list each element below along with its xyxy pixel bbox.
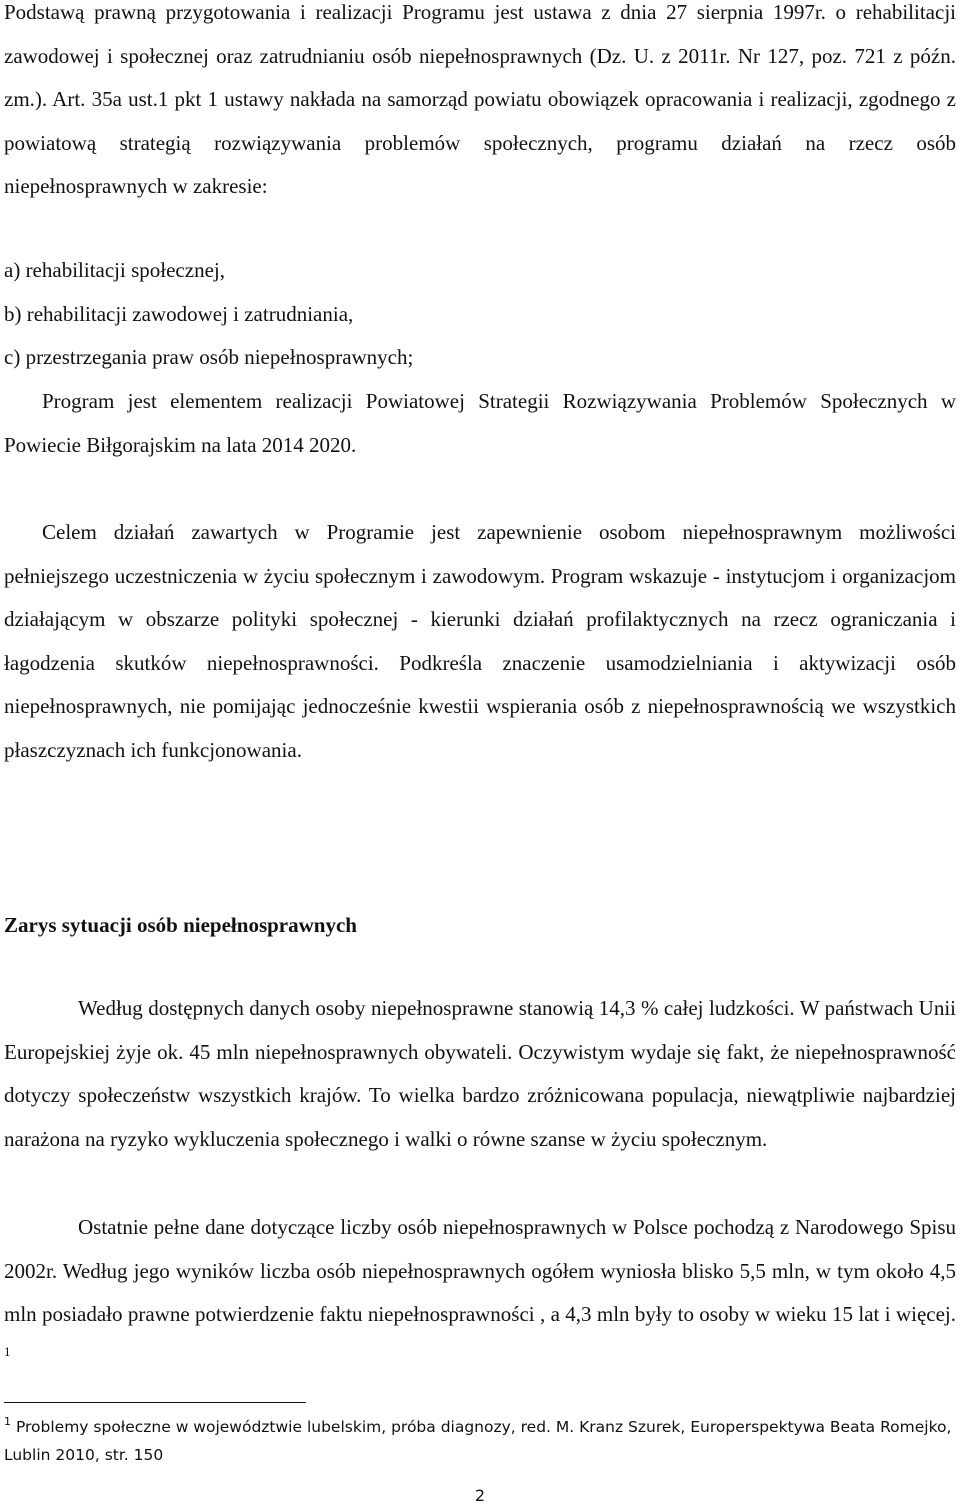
footnote-reference[interactable]: 1: [4, 1343, 11, 1359]
list-item: c) przestrzegania praw osób niepełnosprawnych;: [4, 345, 414, 369]
list-item: a) rehabilitacji społecznej,: [4, 258, 225, 282]
census-paragraph: [4, 1206, 956, 1380]
census-paragraph-text: Ostatnie pełne dane dotyczące liczby osób niepełnosprawnych w Polsce pochodzą z Narodowego Spisu 2002r. Według jego wyników liczba osób niepełnosprawnych ogółem wyniosła blisko 5,5 mln, w tym około 4,5 mln posiadało prawne potwierdzenie faktu niepełnosprawności , a 4,3 mln były to osoby w wieku 15 lat i więcej.: [4, 1215, 956, 1327]
footnote-separator: [4, 1402, 306, 1403]
situation-paragraph: Według dostępnych danych osoby niepełnosprawne stanowią 14,3 % całej ludzkości. W państwach Unii Europejskiej żyje ok. 45 mln niepełnosprawnych obywateli. Oczywistym wydaje się fakt, że niepełnosprawność dotyczy społeczeństw wszystkich krajów. To wielka bardzo zróżnicowana populacja, niewątpliwie najbardziej narażona na ryzyko wykluczenia społecznego i walki o równe szanse w życiu społecznym.: [4, 996, 956, 1151]
intro-paragraph: Podstawą prawną przygotowania i realizacji Programu jest ustawa z dnia 27 sierpnia 1997r. o rehabilitacji zawodowej i społecznej oraz zatrudnianiu osób niepełnosprawnych (Dz. U. z 2011r. Nr 127, poz. 721 z późn. zm.). Art. 35a ust.1 pkt 1 ustawy nakłada na samorząd powiatu obowiązek opracowania i realizacji, zgodnego z powiatową strategią rozwiązywania problemów społecznych, programu działań na rzecz osób niepełnosprawnych w zakresie:: [4, 0, 956, 199]
footnote-text: Problemy społeczne w województwie lubelskim, próba diagnozy, red. M. Kranz Szurek, Europerspektywa Beata Romejko, Lublin 2010, str. 150: [4, 1418, 952, 1464]
list-item: b) rehabilitacji zawodowej i zatrudniania,: [4, 302, 354, 326]
goals-paragraph: Celem działań zawartych w Programie jest zapewnienie osobom niepełnosprawnym możliwości pełniejszego uczestniczenia w życiu społecznym i zawodowym. Program wskazuje - instytucjom i organizacjom działającym w obszarze polityki społecznej - kierunki działań profilaktycznych na rzecz ograniczania i łagodzenia skutków niepełnosprawności. Podkreśla znaczenie usamodzielniania i aktywizacji osób niepełnosprawnych, nie pomijając jednocześnie kwestii wspierania osób z niepełnosprawnością we wszystkich płaszczyznach ich funkcjonowania.: [4, 520, 956, 762]
footnote: [4, 1413, 956, 1469]
page-number: 2: [474, 1486, 486, 1505]
footnote-mark: 1: [4, 1415, 11, 1428]
section-heading: Zarys sytuacji osób niepełnosprawnych: [4, 913, 357, 937]
program-note-paragraph: Program jest elementem realizacji Powiatowej Strategii Rozwiązywania Problemów Społecznych w Powiecie Biłgorajskim na lata 2014 2020.: [4, 389, 956, 457]
